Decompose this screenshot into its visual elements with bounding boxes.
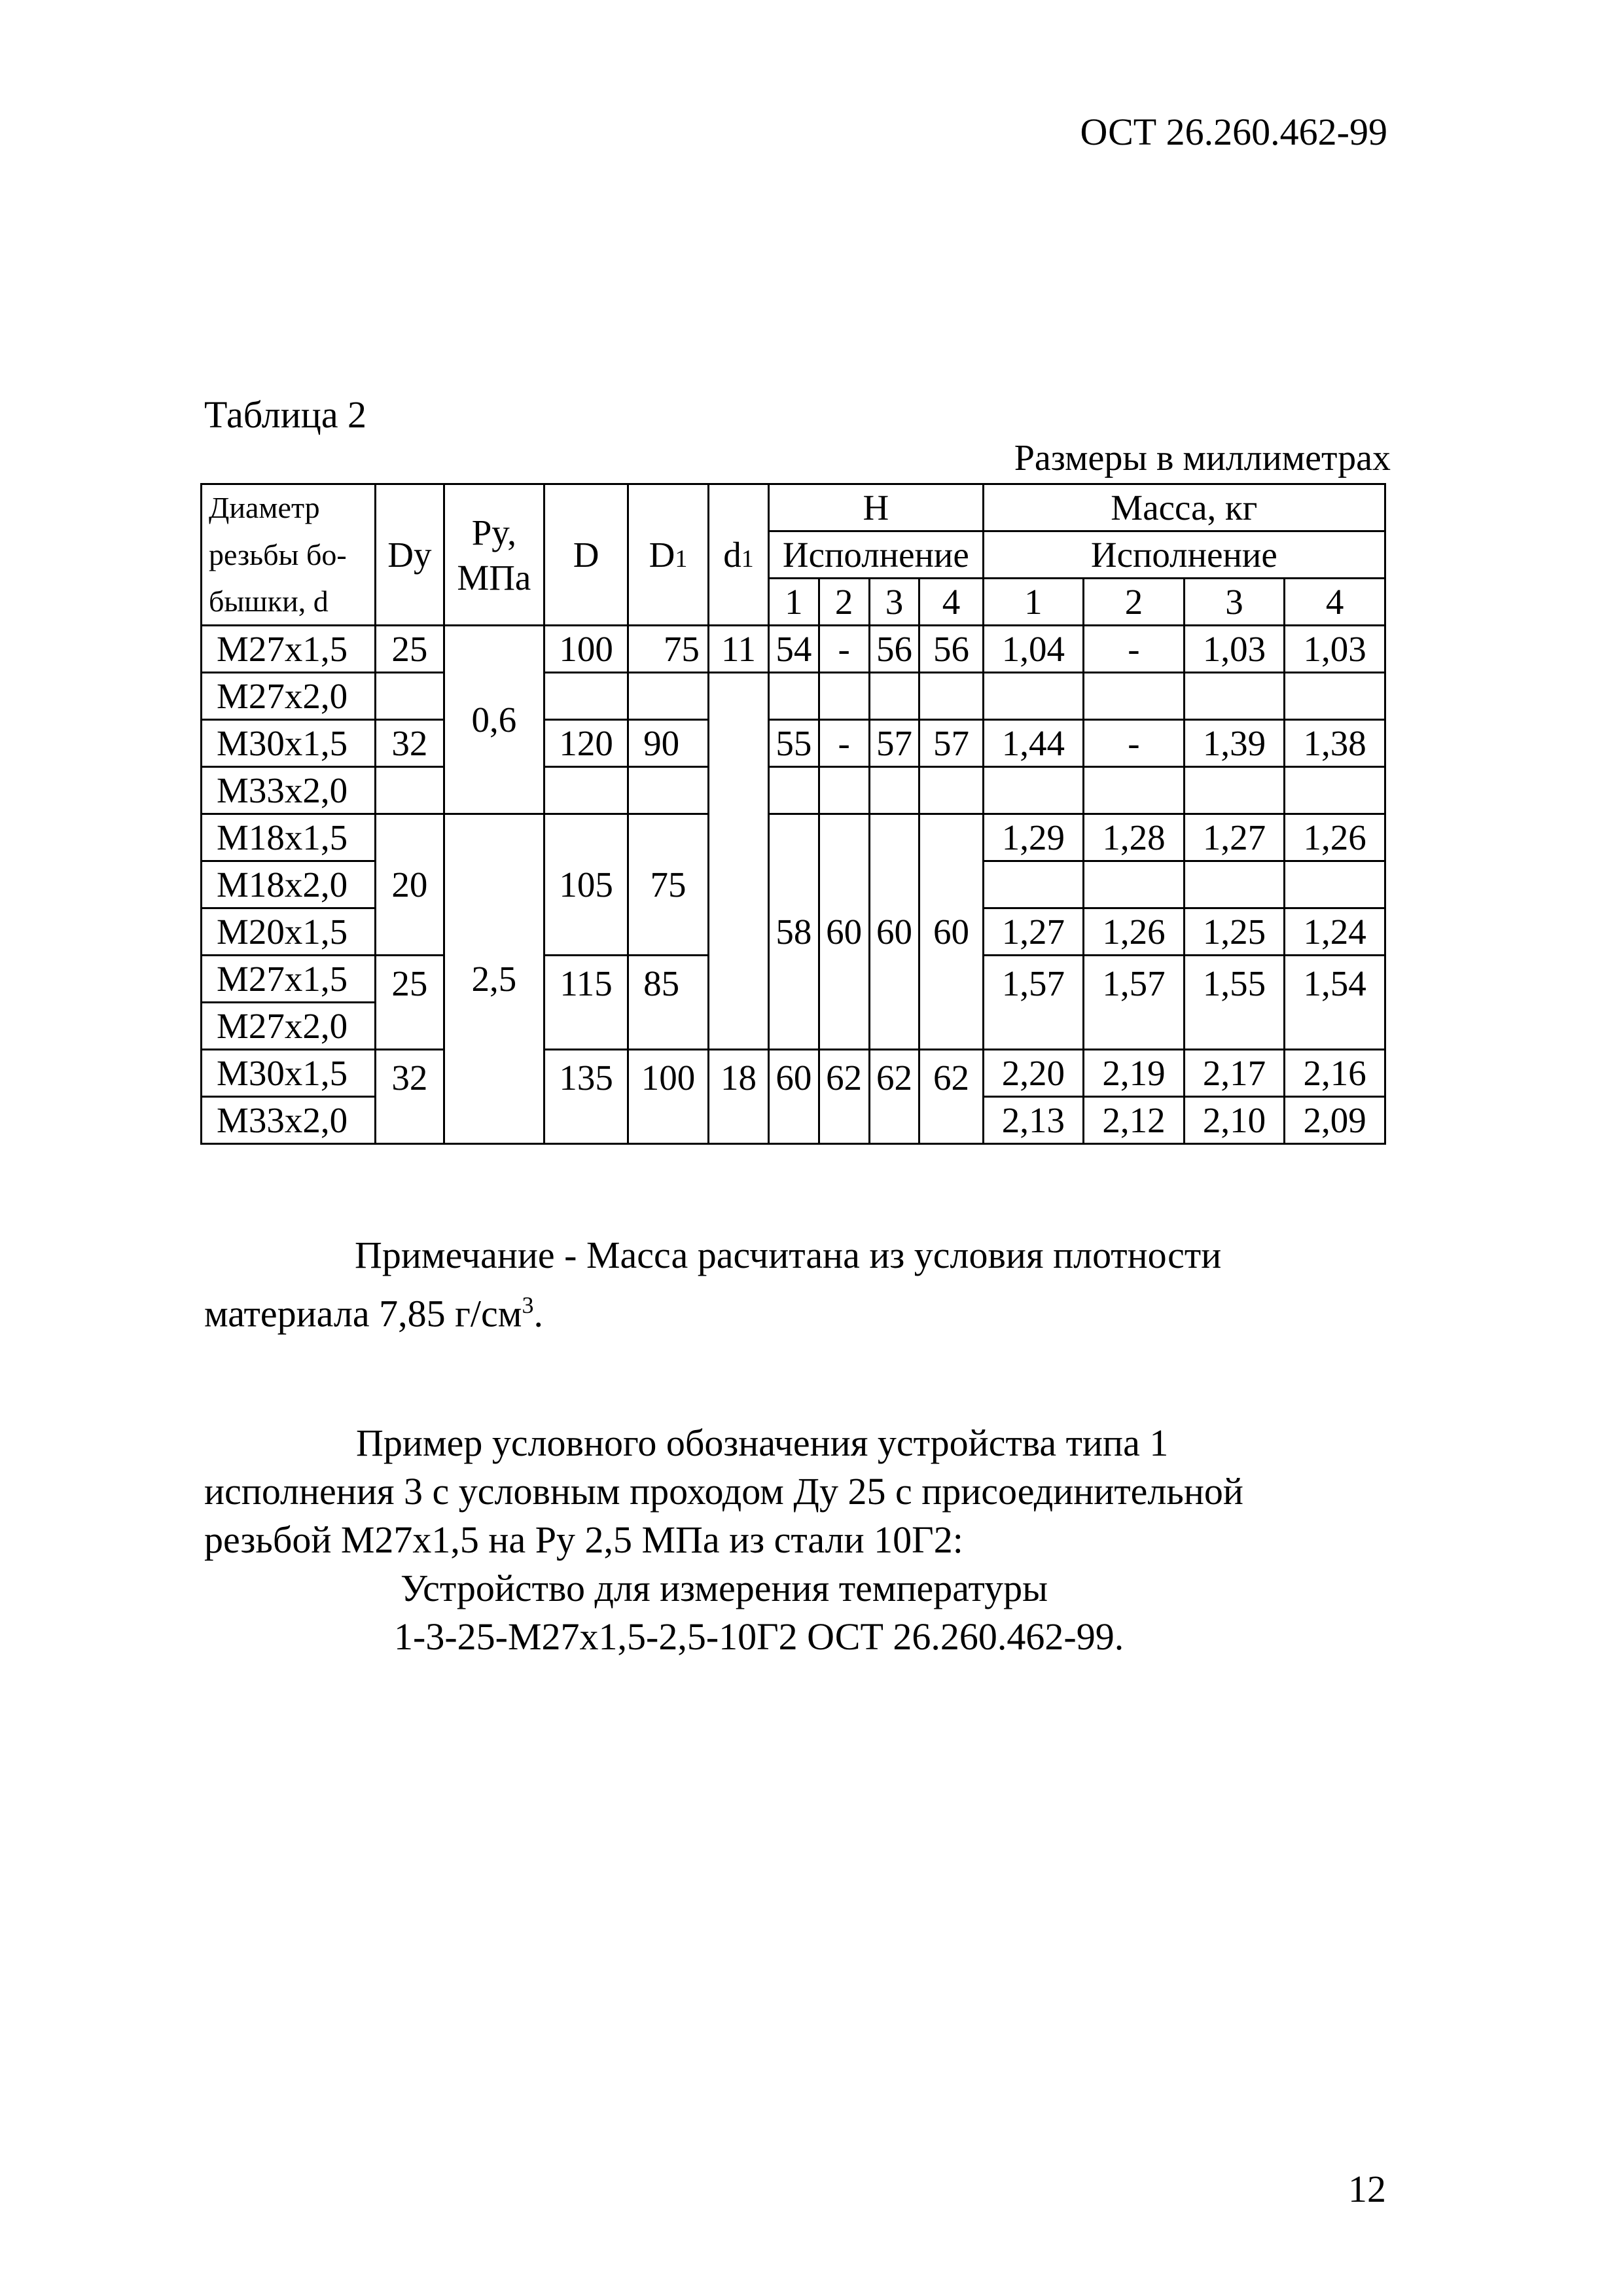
table-row — [202, 626, 1385, 673]
mass-cell: 1,03 — [1184, 626, 1285, 673]
header-h-group: H — [769, 484, 984, 531]
example-line3: резьбой М27х1,5 на Ру 2,5 МПа из стали 10Г2: — [204, 1518, 963, 1561]
thread-cell: M30x1,5 — [202, 720, 376, 767]
mass-cell: 1,27 — [983, 908, 1084, 956]
header-mass-exec-2: 2 — [1084, 579, 1185, 626]
mass-cell: 1,26 — [1084, 908, 1185, 956]
h-cell: 62 — [869, 1050, 919, 1144]
header-dy: Dy — [376, 484, 444, 626]
thread-cell: M33x2,0 — [202, 1097, 376, 1144]
header-d1 — [628, 484, 709, 626]
mass-cell: 1,28 — [1084, 814, 1185, 861]
header-mass-group: Масса, кг — [983, 484, 1385, 531]
h-cell: - — [819, 626, 869, 673]
dy-cell — [376, 767, 444, 814]
header-mass-exec-3: 3 — [1184, 579, 1285, 626]
dy-cell: 25 — [376, 956, 444, 1050]
page-number: 12 — [1348, 2168, 1386, 2210]
d1-cell — [628, 767, 709, 814]
h-cell: 58 — [769, 814, 819, 1050]
mass-cell: 2,13 — [983, 1097, 1084, 1144]
mass-cell: - — [1084, 626, 1185, 673]
mass-cell: 2,20 — [983, 1050, 1084, 1097]
header-h-exec-3: 3 — [869, 579, 919, 626]
mass-cell: 1,38 — [1285, 720, 1385, 767]
mass-cell: 1,44 — [983, 720, 1084, 767]
h-cell — [869, 767, 919, 814]
py-cell: 2,5 — [444, 814, 544, 1144]
header-mass-execution: Исполнение — [983, 531, 1385, 579]
mass-cell: 1,55 — [1184, 956, 1285, 1050]
mass-cell — [1084, 767, 1185, 814]
example-line4: Устройство для измерения температуры — [401, 1567, 1048, 1609]
mass-cell: 1,57 — [1084, 956, 1185, 1050]
h-cell: 57 — [869, 720, 919, 767]
d-cell: 105 — [544, 814, 628, 956]
mass-cell — [1285, 861, 1385, 908]
header-thread-line3: бышки, d — [202, 579, 376, 626]
header-mass-exec-1: 1 — [983, 579, 1084, 626]
mass-cell — [1184, 673, 1285, 720]
header-thread-line2: резьбы бо- — [202, 531, 376, 579]
mass-cell — [983, 861, 1084, 908]
header-h-exec-4: 4 — [919, 579, 983, 626]
thread-cell: M27x1,5 — [202, 626, 376, 673]
table-row — [202, 767, 1385, 814]
mass-cell — [983, 673, 1084, 720]
mass-cell: 1,26 — [1285, 814, 1385, 861]
d-cell: 135 — [544, 1050, 628, 1144]
example-line5: 1-3-25-М27х1,5-2,5-10Г2 ОСТ 26.260.462-99. — [394, 1615, 1124, 1658]
mass-cell: 1,04 — [983, 626, 1084, 673]
mass-cell: 2,19 — [1084, 1050, 1185, 1097]
h-cell: 55 — [769, 720, 819, 767]
table-row — [202, 673, 1385, 720]
h-cell — [819, 673, 869, 720]
note-text-line2: материала 7,85 г/см — [204, 1292, 522, 1335]
thread-cell: M27x1,5 — [202, 956, 376, 1003]
note-line2 — [204, 1280, 1330, 1338]
header-d: D — [544, 484, 628, 626]
example-line1: Пример условного обозначения устройства типа 1 — [356, 1422, 1169, 1464]
mass-cell — [1184, 767, 1285, 814]
header-py-line2: МПа — [457, 557, 531, 598]
h-cell — [919, 767, 983, 814]
small-d1-cell: 18 — [708, 1050, 768, 1144]
d-cell: 120 — [544, 720, 628, 767]
d-cell: 115 — [544, 956, 628, 1050]
h-cell: - — [819, 720, 869, 767]
designation-example — [204, 1419, 1382, 1661]
h-cell — [819, 767, 869, 814]
dy-cell — [376, 673, 444, 720]
header-small-d1-sub: 1 — [741, 545, 754, 573]
py-cell: 0,6 — [444, 626, 544, 814]
d-cell: 100 — [544, 626, 628, 673]
h-cell: 60 — [919, 814, 983, 1050]
table-title: Таблица 2 — [204, 393, 367, 436]
thread-cell: M27x2,0 — [202, 1003, 376, 1050]
mass-cell — [1285, 673, 1385, 720]
d1-cell: 75 — [628, 814, 709, 956]
mass-cell: 2,09 — [1285, 1097, 1385, 1144]
header-d1-base: D — [649, 535, 675, 575]
thread-cell: M27x2,0 — [202, 673, 376, 720]
dy-cell: 32 — [376, 720, 444, 767]
note-superscript: 3 — [522, 1292, 534, 1318]
dy-cell: 25 — [376, 626, 444, 673]
note-period: . — [533, 1292, 543, 1335]
mass-cell: 2,12 — [1084, 1097, 1185, 1144]
d1-cell: 100 — [628, 1050, 709, 1144]
thread-cell: M18x1,5 — [202, 814, 376, 861]
mass-cell: 1,29 — [983, 814, 1084, 861]
h-cell: 62 — [819, 1050, 869, 1144]
mass-cell: 2,10 — [1184, 1097, 1285, 1144]
dimensions-table — [200, 483, 1386, 1145]
note-line1 — [204, 1230, 1330, 1280]
header-h-execution: Исполнение — [769, 531, 984, 579]
h-cell: 60 — [769, 1050, 819, 1144]
h-cell: 56 — [869, 626, 919, 673]
mass-cell: 1,27 — [1184, 814, 1285, 861]
dy-cell: 20 — [376, 814, 444, 956]
table-row — [202, 1050, 1385, 1097]
mass-cell — [1084, 673, 1185, 720]
document-code: ОСТ 26.260.462-99 — [1080, 111, 1387, 153]
thread-cell: M18x2,0 — [202, 861, 376, 908]
header-d1-sub: 1 — [675, 545, 688, 573]
mass-cell — [1184, 861, 1285, 908]
header-thread-line1: Диаметр — [202, 484, 376, 531]
table-row — [202, 720, 1385, 767]
thread-cell: M33x2,0 — [202, 767, 376, 814]
header-mass-exec-4: 4 — [1285, 579, 1385, 626]
mass-cell: 1,03 — [1285, 626, 1385, 673]
mass-cell: 1,24 — [1285, 908, 1385, 956]
small-d1-cell — [708, 673, 768, 1050]
d-cell — [544, 767, 628, 814]
d1-cell: 85 — [628, 956, 709, 1050]
mass-cell: 1,39 — [1184, 720, 1285, 767]
mass-cell: 1,25 — [1184, 908, 1285, 956]
h-cell: 54 — [769, 626, 819, 673]
header-py — [444, 484, 544, 626]
mass-cell — [983, 767, 1084, 814]
units-note: Размеры в миллиметрах — [1014, 438, 1391, 478]
mass-cell — [1285, 767, 1385, 814]
table-row — [202, 814, 1385, 861]
note-text-line1: Примечание - Масса расчитана из условия плотности — [355, 1234, 1222, 1276]
table-note — [204, 1230, 1330, 1338]
h-cell — [769, 767, 819, 814]
d1-cell: 75 — [628, 626, 709, 673]
mass-cell: 1,57 — [983, 956, 1084, 1050]
mass-cell: 1,54 — [1285, 956, 1385, 1050]
h-cell: 57 — [919, 720, 983, 767]
d1-cell — [628, 673, 709, 720]
mass-cell: 2,17 — [1184, 1050, 1285, 1097]
header-h-exec-2: 2 — [819, 579, 869, 626]
d1-cell: 90 — [628, 720, 709, 767]
header-small-d1-base: d — [723, 535, 741, 575]
h-cell: 60 — [869, 814, 919, 1050]
mass-cell: 2,16 — [1285, 1050, 1385, 1097]
thread-cell: M30x1,5 — [202, 1050, 376, 1097]
h-cell — [769, 673, 819, 720]
mass-cell — [1084, 861, 1185, 908]
h-cell — [869, 673, 919, 720]
mass-cell: - — [1084, 720, 1185, 767]
small-d1-cell: 11 — [708, 626, 768, 673]
header-py-line1: Py, — [471, 512, 516, 552]
d-cell — [544, 673, 628, 720]
h-cell: 56 — [919, 626, 983, 673]
h-cell: 60 — [819, 814, 869, 1050]
header-h-exec-1: 1 — [769, 579, 819, 626]
h-cell: 62 — [919, 1050, 983, 1144]
h-cell — [919, 673, 983, 720]
example-line2: исполнения 3 с условным проходом Ду 25 с присоединительной — [204, 1470, 1243, 1513]
thread-cell: M20x1,5 — [202, 908, 376, 956]
dy-cell: 32 — [376, 1050, 444, 1144]
header-small-d1 — [708, 484, 768, 626]
